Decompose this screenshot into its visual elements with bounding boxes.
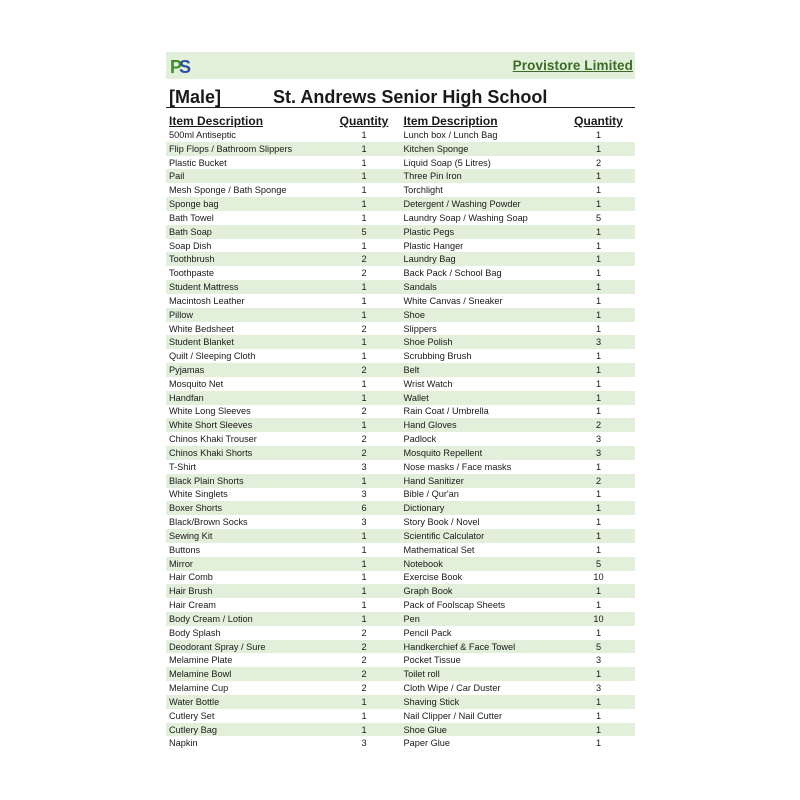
item-description: Cloth Wipe / Car Duster (403, 683, 501, 694)
item-description: Shoe (403, 309, 425, 320)
item-quantity: 1 (361, 199, 367, 210)
table-row (166, 225, 401, 239)
item-description: Buttons (169, 544, 201, 555)
item-quantity: 1 (595, 323, 602, 334)
item-description: Handfan (169, 392, 204, 403)
item-quantity: 3 (595, 337, 602, 348)
item-quantity: 2 (361, 669, 367, 680)
item-description: Sandals (403, 282, 437, 293)
table-row (401, 294, 636, 308)
item-description: Scrubbing Brush (403, 351, 472, 362)
item-quantity: 1 (361, 157, 367, 168)
item-description: Bath Towel (169, 212, 214, 223)
item-description: Pail (169, 171, 185, 182)
item-description: Melamine Plate (169, 655, 233, 666)
item-description: Padlock (403, 434, 437, 445)
table-row (401, 612, 636, 626)
item-quantity: 2 (595, 475, 602, 486)
table-row (166, 418, 401, 432)
item-description: Slippers (403, 323, 437, 334)
item-description: Dictionary (403, 503, 445, 514)
item-description: Notebook (403, 558, 443, 569)
item-quantity: 1 (595, 544, 602, 555)
table-row (401, 156, 636, 170)
item-description: Nail Clipper / Nail Cutter (403, 710, 503, 721)
table-row (166, 598, 401, 612)
item-quantity: 10 (593, 613, 604, 624)
item-description: Cutlery Set (169, 710, 215, 721)
item-description: Quilt / Sleeping Cloth (169, 351, 256, 362)
item-description: Mathematical Set (403, 544, 475, 555)
item-description: Macintosh Leather (169, 295, 245, 306)
item-description: Detergent / Washing Powder (403, 199, 521, 210)
item-quantity: 1 (361, 544, 367, 555)
item-description: Chinos Khaki Trouser (169, 434, 257, 445)
item-quantity: 1 (595, 351, 602, 362)
item-description: Student Mattress (169, 282, 239, 293)
table-row (166, 446, 401, 460)
item-quantity: 2 (361, 447, 367, 458)
table-row (166, 709, 401, 723)
table-row (166, 211, 401, 225)
item-quantity: 2 (361, 364, 367, 375)
item-quantity: 2 (361, 641, 367, 652)
table-row (401, 349, 636, 363)
item-quantity: 1 (361, 530, 367, 541)
item-quantity: 1 (595, 171, 602, 182)
table-row (401, 418, 636, 432)
item-description: Belt (403, 364, 420, 375)
table-row (401, 736, 636, 750)
item-quantity: 10 (593, 572, 604, 583)
item-quantity: 3 (361, 489, 367, 500)
table-row (166, 571, 401, 585)
table-row (401, 239, 636, 253)
table-row (401, 391, 636, 405)
item-description: Story Book / Novel (403, 517, 480, 528)
table-row (166, 474, 401, 488)
item-description: Pen (403, 613, 420, 624)
item-quantity: 1 (361, 696, 367, 707)
table-row (401, 488, 636, 502)
item-quantity: 2 (361, 268, 367, 279)
item-description: Sponge bag (169, 199, 219, 210)
item-quantity: 2 (361, 434, 367, 445)
item-description: Wallet (403, 392, 429, 403)
item-quantity: 1 (595, 586, 602, 597)
item-description: Nose masks / Face masks (403, 461, 512, 472)
table-row (166, 667, 401, 681)
table-row (401, 653, 636, 667)
item-quantity: 1 (595, 627, 602, 638)
item-description: Scientific Calculator (403, 530, 485, 541)
svg-text:P: P (170, 56, 183, 76)
item-description: Graph Book (403, 586, 453, 597)
table-row (166, 612, 401, 626)
item-quantity: 1 (595, 696, 602, 707)
item-description: Boxer Shorts (169, 503, 223, 514)
table-row (166, 183, 401, 197)
table-row (166, 266, 401, 280)
table-row (166, 723, 401, 737)
item-description: Mosquito Repellent (403, 447, 483, 458)
item-quantity: 2 (361, 254, 367, 265)
item-description: Pack of Foolscap Sheets (403, 600, 506, 611)
item-description: Three Pin Iron (403, 171, 462, 182)
right-item-list (401, 128, 636, 750)
item-quantity: 1 (361, 171, 367, 182)
item-description: Black/Brown Socks (169, 517, 248, 528)
item-description: Hand Sanitizer (403, 475, 464, 486)
left-column (166, 112, 401, 750)
table-row (166, 363, 401, 377)
item-description: Hand Gloves (403, 420, 457, 431)
item-description: Hair Cream (169, 600, 216, 611)
item-description: Melamine Bowl (169, 669, 232, 680)
item-quantity: 1 (361, 420, 367, 431)
table-row (166, 349, 401, 363)
table-row (166, 335, 401, 349)
item-description: White Short Sleeves (169, 420, 253, 431)
item-quantity: 1 (361, 710, 367, 721)
table-row (166, 584, 401, 598)
item-description: Plastic Hanger (403, 240, 464, 251)
item-description: Plastic Pegs (403, 226, 455, 237)
item-quantity: 6 (361, 503, 367, 514)
table-row (166, 280, 401, 294)
item-quantity: 1 (361, 378, 367, 389)
item-description: Black Plain Shorts (169, 475, 244, 486)
table-row (166, 156, 401, 170)
table-row (166, 391, 401, 405)
item-quantity: 2 (361, 406, 367, 417)
item-description: Liquid Soap (5 Litres) (403, 157, 491, 168)
item-description: Body Splash (169, 627, 221, 638)
provistore-logo-icon (170, 56, 192, 76)
item-quantity: 1 (595, 254, 602, 265)
table-row (401, 432, 636, 446)
item-quantity: 1 (361, 392, 367, 403)
item-description: Cutlery Bag (169, 724, 218, 735)
item-quantity: 1 (595, 724, 602, 735)
item-quantity: 3 (595, 447, 602, 458)
item-description: Toothbrush (169, 254, 215, 265)
table-row (401, 640, 636, 654)
item-quantity: 1 (361, 613, 367, 624)
item-quantity: 1 (361, 282, 367, 293)
item-description: Sewing Kit (169, 530, 213, 541)
item-quantity: 1 (361, 129, 367, 140)
item-description: Toilet roll (403, 669, 440, 680)
table-row (401, 183, 636, 197)
item-quantity: 1 (595, 489, 602, 500)
item-quantity: 2 (361, 683, 367, 694)
item-quantity: 1 (361, 724, 367, 735)
item-description: Laundry Bag (403, 254, 456, 265)
item-description: Melamine Cup (169, 683, 229, 694)
item-description: Rain Coat / Umbrella (403, 406, 489, 417)
table-row (166, 653, 401, 667)
table-row (401, 695, 636, 709)
item-description: Bible / Qur'an (403, 489, 459, 500)
table-row (166, 169, 401, 183)
table-row (401, 515, 636, 529)
item-quantity: 1 (595, 268, 602, 279)
table-row (401, 169, 636, 183)
table-row (166, 695, 401, 709)
quantity-header: Quantity (339, 114, 389, 128)
item-description: Bath Soap (169, 226, 212, 237)
item-description: Mesh Sponge / Bath Sponge (169, 185, 287, 196)
table-row (166, 432, 401, 446)
item-quantity: 2 (595, 157, 602, 168)
item-quantity: 1 (595, 392, 602, 403)
description-header: Item Description (403, 114, 498, 128)
right-column-header (401, 112, 636, 128)
item-quantity: 1 (595, 226, 602, 237)
item-quantity: 2 (361, 627, 367, 638)
item-quantity: 3 (595, 655, 602, 666)
table-row (401, 474, 636, 488)
table-row (401, 405, 636, 419)
school-name: St. Andrews Senior High School (273, 87, 548, 107)
item-quantity: 1 (361, 185, 367, 196)
item-quantity: 2 (595, 420, 602, 431)
item-description: Wrist Watch (403, 378, 453, 389)
table-row (401, 266, 636, 280)
item-description: White Long Sleeves (169, 406, 251, 417)
item-description: Pocket Tissue (403, 655, 461, 666)
item-quantity: 1 (595, 240, 602, 251)
table-row (401, 709, 636, 723)
table-row (401, 322, 636, 336)
item-quantity: 1 (595, 738, 602, 749)
item-quantity: 1 (595, 378, 602, 389)
table-row (166, 515, 401, 529)
item-quantity: 1 (361, 586, 367, 597)
table-row (401, 571, 636, 585)
item-quantity: 1 (595, 143, 602, 154)
table-row (166, 294, 401, 308)
item-description: Handkerchief & Face Towel (403, 641, 516, 652)
item-quantity: 1 (361, 351, 367, 362)
item-description: Shoe Glue (403, 724, 447, 735)
item-quantity: 3 (595, 434, 602, 445)
item-description: Shoe Polish (403, 337, 453, 348)
item-description: Napkin (169, 738, 198, 749)
table-row (166, 626, 401, 640)
item-quantity: 5 (361, 226, 367, 237)
table-row (166, 557, 401, 571)
item-description: Hair Comb (169, 572, 213, 583)
item-quantity: 3 (361, 738, 367, 749)
item-quantity: 1 (595, 129, 602, 140)
item-quantity: 1 (595, 461, 602, 472)
item-quantity: 1 (595, 530, 602, 541)
item-description: Water Bottle (169, 696, 220, 707)
item-description: T-Shirt (169, 461, 197, 472)
item-quantity: 3 (361, 461, 367, 472)
table-row (166, 640, 401, 654)
item-quantity: 1 (595, 295, 602, 306)
table-row (166, 142, 401, 156)
table-row (401, 667, 636, 681)
table-row (401, 211, 636, 225)
item-quantity: 1 (595, 600, 602, 611)
item-description: Mosquito Net (169, 378, 224, 389)
item-description: Body Cream / Lotion (169, 613, 253, 624)
table-row (166, 488, 401, 502)
left-item-list (166, 128, 401, 750)
left-column-header (166, 112, 401, 128)
item-quantity: 1 (595, 503, 602, 514)
item-quantity: 1 (595, 710, 602, 721)
table-row (401, 252, 636, 266)
item-description: Toothpaste (169, 268, 214, 279)
table-row (401, 446, 636, 460)
item-description: Shaving Stick (403, 696, 460, 707)
item-description: Exercise Book (403, 572, 463, 583)
table-row (166, 543, 401, 557)
supply-list-sheet (166, 52, 635, 750)
gender-label: [Male] (169, 87, 222, 107)
table-row (401, 308, 636, 322)
svg-text:S: S (179, 56, 192, 76)
table-row (401, 557, 636, 571)
item-description: Flip Flops / Bathroom Slippers (169, 143, 293, 154)
item-description: Student Blanket (169, 337, 234, 348)
item-description: White Singlets (169, 489, 228, 500)
item-quantity: 2 (361, 655, 367, 666)
item-description: Pillow (169, 309, 193, 320)
item-quantity: 5 (595, 212, 602, 223)
item-quantity: 1 (595, 406, 602, 417)
table-row (401, 460, 636, 474)
table-row (166, 197, 401, 211)
quantity-header: Quantity (574, 114, 623, 128)
item-quantity: 1 (361, 240, 367, 251)
table-row (166, 308, 401, 322)
item-quantity: 1 (595, 282, 602, 293)
item-columns (166, 112, 635, 750)
item-description: Back Pack / School Bag (403, 268, 502, 279)
company-name[interactable]: Provistore Limited (512, 58, 633, 73)
table-row (166, 736, 401, 750)
right-column (401, 112, 636, 750)
table-row (166, 460, 401, 474)
table-row (401, 543, 636, 557)
item-quantity: 5 (595, 558, 602, 569)
table-row (401, 363, 636, 377)
table-row (401, 723, 636, 737)
table-row (401, 681, 636, 695)
item-quantity: 1 (361, 143, 367, 154)
item-quantity: 1 (595, 669, 602, 680)
item-quantity: 1 (361, 295, 367, 306)
item-description: Soap Dish (169, 240, 212, 251)
item-description: Mirror (169, 558, 193, 569)
item-description: Pencil Pack (403, 627, 452, 638)
description-header: Item Description (169, 114, 264, 128)
table-row (401, 626, 636, 640)
table-row (166, 252, 401, 266)
table-row (401, 142, 636, 156)
item-quantity: 1 (595, 364, 602, 375)
table-row (401, 501, 636, 515)
item-description: Kitchen Sponge (403, 143, 469, 154)
title-bar (166, 83, 635, 108)
item-description: Pyjamas (169, 364, 205, 375)
table-row (166, 529, 401, 543)
item-quantity: 2 (361, 323, 367, 334)
table-row (401, 335, 636, 349)
item-description: Paper Glue (403, 738, 450, 749)
item-quantity: 1 (361, 337, 367, 348)
item-quantity: 1 (361, 212, 367, 223)
item-quantity: 3 (361, 517, 367, 528)
item-quantity: 1 (361, 475, 367, 486)
table-row (166, 128, 401, 142)
item-description: 500ml Antiseptic (169, 129, 236, 140)
item-description: Deodorant Spray / Sure (169, 641, 266, 652)
table-row (166, 239, 401, 253)
table-row (401, 377, 636, 391)
item-quantity: 1 (361, 558, 367, 569)
item-quantity: 1 (595, 517, 602, 528)
company-banner (166, 52, 635, 79)
item-quantity: 5 (595, 641, 602, 652)
table-row (401, 598, 636, 612)
item-description: White Bedsheet (169, 323, 234, 334)
item-quantity: 1 (595, 185, 602, 196)
item-quantity: 1 (595, 309, 602, 320)
table-row (401, 584, 636, 598)
item-quantity: 3 (595, 683, 602, 694)
item-quantity: 1 (361, 600, 367, 611)
item-description: Plastic Bucket (169, 157, 227, 168)
item-quantity: 1 (361, 309, 367, 320)
table-row (166, 322, 401, 336)
item-description: Hair Brush (169, 586, 213, 597)
table-row (401, 225, 636, 239)
item-description: Torchlight (403, 185, 443, 196)
item-quantity: 1 (595, 199, 602, 210)
item-description: Chinos Khaki Shorts (169, 447, 253, 458)
item-description: Laundry Soap / Washing Soap (403, 212, 528, 223)
table-row (166, 501, 401, 515)
table-row (401, 280, 636, 294)
table-row (166, 681, 401, 695)
item-quantity: 1 (361, 572, 367, 583)
item-description: Lunch box / Lunch Bag (403, 129, 498, 140)
table-row (166, 405, 401, 419)
item-description: White Canvas / Sneaker (403, 295, 503, 306)
table-row (401, 128, 636, 142)
table-row (401, 529, 636, 543)
table-row (166, 377, 401, 391)
table-row (401, 197, 636, 211)
